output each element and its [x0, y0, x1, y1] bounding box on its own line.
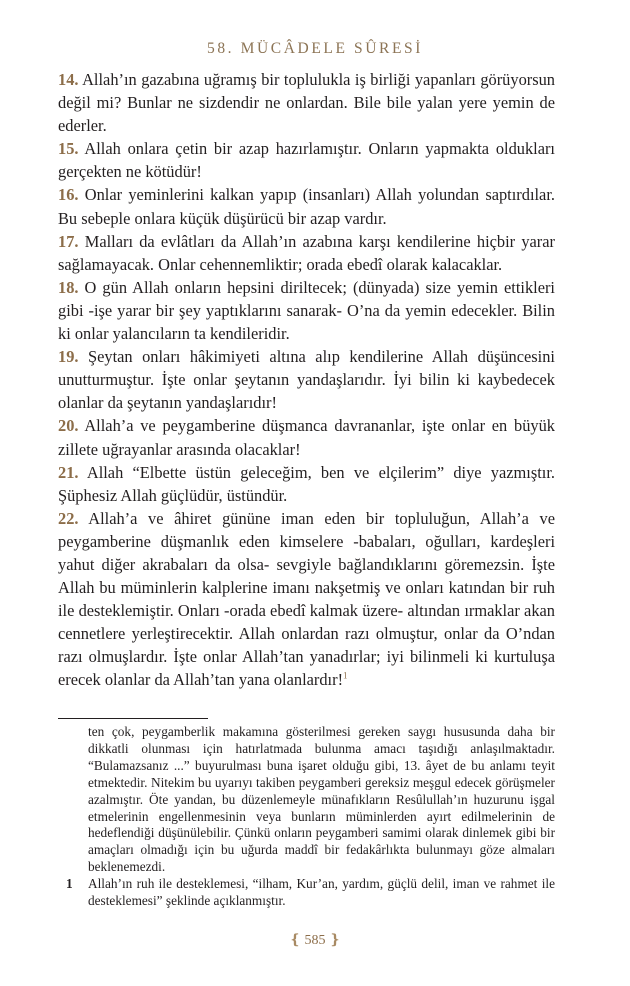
footnotes: [58, 724, 555, 910]
verse-text: Malları da evlâtları da Allah’ın azabına karşı kendilerine hiçbir yarar sağlamayacak. Onlar cehennemliktir; orada ebedî olarak kalacaklar.: [58, 231, 555, 274]
left-ornament-icon: ❴: [289, 933, 301, 948]
verse-text: Allah’a ve peygamberine düşmanca davrananlar, işte onlar en büyük zillete uğrayanlar arasında olacaklar!: [58, 416, 555, 459]
verse-14: [58, 68, 555, 137]
verse-text: Allah “Elbette üstün geleceğim, ben ve elçilerim” diye yazmıştır. Şüphesiz Allah güçlüdür, üstündür.: [58, 462, 555, 505]
verse-20: [58, 414, 555, 460]
verse-number: 21.: [58, 462, 79, 482]
footnote-ref[interactable]: 1: [343, 670, 348, 681]
verse-text: Allah onlara çetin bir azap hazırlamıştır. Onların yapmakta oldukları gerçekten ne kötüdür!: [58, 139, 555, 182]
verse-19: [58, 345, 555, 414]
verse-number: 17.: [58, 231, 79, 251]
verse-text: Allah’ın gazabına uğramış bir toplulukla iş birliği yapanları görüyorsun değil mi? Bunlar ne sizdendir ne onlardan. Bile bile yalan yere yemin de ederler.: [58, 70, 555, 136]
footnote-text: Allah’ın ruh ile desteklemesi, “ilham, Kur’an, yardım, güçlü delil, iman ve rahmet ile desteklemesi” şeklinde açıklanmıştır.: [88, 876, 555, 909]
verse-text: Allah’a ve âhiret gününe iman eden bir topluluğun, Allah’a ve peygamberine düşmanlık eden kimselere -babaları, oğulları, kardeşleri yahut diğer akrabaları da olsa- sevgiyle bağlandıklarını göremezsin. İşte Allah bu müminlerin kalplerine imanı nakşetmiş ve onları katından bir ruh ile desteklemiştir. Onları -orada ebedî kalmak üzere- altından ırmaklar akan cennetlere yerleştirecektir. Allah onlardan razı olmuştur, onlar da O’ndan razı olmuşlardır. İşte onlar Allah’tan yanadırlar; iyi bilinmeli ki kurtuluşa erecek olanlar da Allah’tan yana olanlardır!: [58, 508, 555, 690]
verse-number: 19.: [58, 347, 79, 367]
verse-18: [58, 276, 555, 345]
verse-21: [58, 461, 555, 507]
verse-17: [58, 230, 555, 276]
verse-number: 20.: [58, 416, 79, 436]
verse-number: 14.: [58, 70, 79, 89]
verse-number: 15.: [58, 139, 79, 159]
verse-text: Şeytan onları hâkimiyeti altına alıp kendilerine Allah düşüncesini unutturmuştur. İşte onlar şeytanın yandaşlarıdır. İyi bilin ki kaybedecek olanlar da şeytanın yandaşlarıdır!: [58, 347, 555, 413]
verse-body: [58, 68, 555, 692]
footnote-divider: [58, 718, 208, 719]
verse-text: Onlar yeminlerini kalkan yapıp (insanları) Allah yolundan saptırdılar. Bu sebeple onlara küçük düşürücü bir azap vardır.: [58, 185, 555, 228]
verse-15: [58, 137, 555, 183]
verse-number: 18.: [58, 277, 79, 297]
footnote-continuation: ten çok, peygamberlik makamına gösterilmesi gereken saygı hususunda daha bir dikkatli olunması için hatırlatmada bulunma amacı taşıdığı anlaşılmaktadır. “Bulamazsanız ...” buyurulması buna işaret olduğu gibi, 13. âyet de bu anlamı teyit etmektedir. Nitekim bu uyarıyı takiben peygamberi gereksiz meşgul edecek görüşmeler azalmıştır. Öte yandan, bu düzenlemeyle münafıkların Resûlullah’ın huzurunu işgal etmelerinin engellenmesinin veya bunların müminlerden ayırt edilmelerinin de hedeflendiği düşünülebilir. Çünkü onların peygamberi samimi olarak dinlemek gibi bir amaçları olmadığı için bu uğurda maddî bir fedakârlıkta bulunmayı göze almaları beklenemezdi.: [88, 724, 555, 875]
right-ornament-icon: ❵: [329, 933, 341, 948]
verse-number: 22.: [58, 508, 79, 528]
running-header: 58. MÜCÂDELE SÛRESİ: [206, 40, 424, 57]
verse-number: 16.: [58, 185, 79, 205]
page-number: [0, 932, 630, 949]
verse-16: [58, 183, 555, 229]
page-number-value: 585: [304, 933, 326, 948]
verse-22: [58, 507, 555, 692]
verse-text: O gün Allah onların hepsini diriltecek; (dünyada) size yemin ettikleri gibi -işe yarar bir şey yaptıklarını sanarak- O’na da yemin edecekler. Bilin ki onlar yalancıların ta kendileridir.: [58, 277, 555, 344]
footnote-1: [58, 876, 555, 910]
footnote-number: 1: [66, 876, 73, 892]
